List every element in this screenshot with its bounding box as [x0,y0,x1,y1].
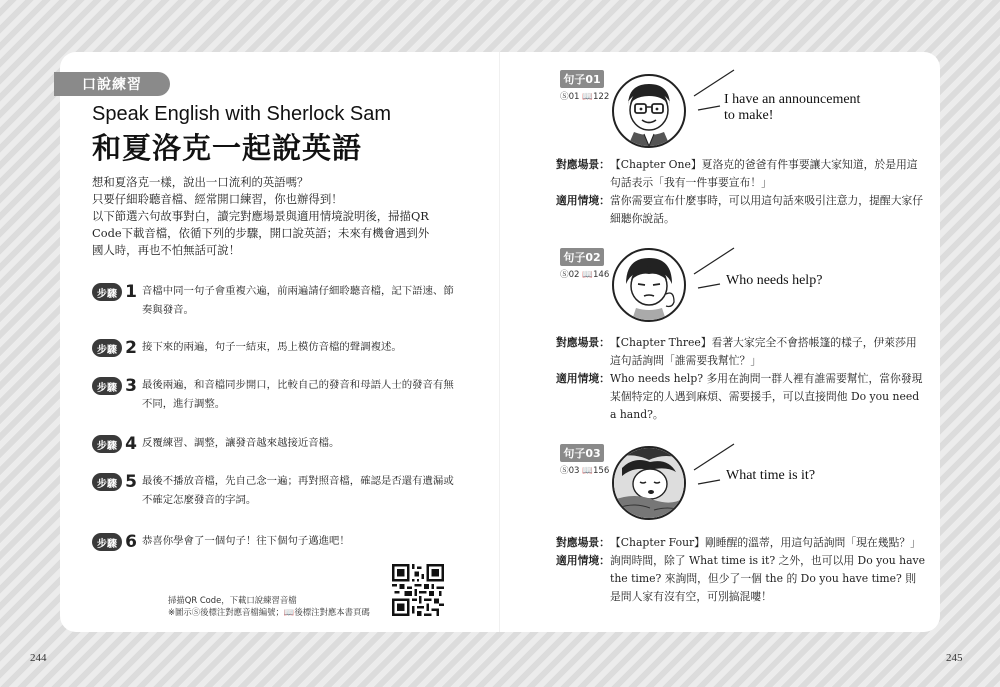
scene-text: 【Chapter Three】看著大家完全不會搭帳篷的樣子，伊萊莎用這句話詢問「誰需要我幫忙？」 [609,336,917,367]
step-3 [92,376,462,414]
scene-row [556,334,926,370]
usage-label: 適用情境： [556,194,610,207]
audio-reference: Ⓢ01 📖122 [560,92,610,102]
audio-reference: Ⓢ03 📖156 [560,466,610,476]
usage-row [556,370,926,424]
step-text: 反覆練習、調整，讓發音越來越接近音檔。 [142,437,340,449]
step-5 [92,472,462,510]
english-quote [726,468,815,484]
sentence-description [556,534,926,606]
scene-label: 對應場景： [556,536,610,549]
step-badge: 步驟 [92,473,122,491]
scene-label: 對應場景： [556,158,610,171]
sentence-tag: 句子01 [560,70,604,88]
title-english: Speak English with Sherlock Sam [92,103,392,125]
step-text: 音檔中同一句子會重複六遍，前兩遍請仔細聆聽音檔，記下語速、節奏與發音。 [142,285,454,316]
qr-caption-line: 掃描QR Code，下載口說練習音檔 [168,595,297,605]
qr-code[interactable] [392,564,444,616]
sentence-description [556,334,926,424]
usage-label: 適用情境： [556,554,610,567]
usage-text: 當你需要宣布什麼事時，可以用這句話來吸引注意力，提醒大家仔細聽你說話。 [609,194,924,225]
english-quote [724,92,860,124]
sherlock-dad-face-icon [614,76,684,146]
page-number-right: 245 [946,652,963,664]
sentence-tag: 句子02 [560,248,604,266]
wendy-sleeping-icon [614,448,684,518]
step-number: 4 [125,434,137,454]
step-6 [92,532,462,552]
page-number-left: 244 [30,652,47,664]
step-number: 5 [125,472,137,492]
scene-row [556,156,926,192]
scene-label: 對應場景： [556,336,610,349]
step-number: 6 [125,532,137,552]
sentence-description [556,156,926,228]
character-avatar [612,446,686,520]
intro-line: 以下節選六句故事對白，讀完對應場景與適用情境說明後，掃描QR [92,209,429,223]
step-badge: 步驟 [92,533,122,551]
character-avatar [612,74,686,148]
usage-text: 詢問時間，除了 What time is it? 之外，也可以用 Do you have the time? 來詢問，但少了一個 the 的 Do you have time? 則是問人家有沒有空，可別搞混嘍！ [609,554,926,603]
step-text: 接下來的兩遍，句子一結束，馬上模仿音檔的聲調複述。 [142,341,402,353]
quote-line: I have an announcement [724,92,861,107]
usage-row [556,192,926,228]
qr-caption-line: ※圖示Ⓢ後標注對應音檔編號；📖後標注對應本書頁碼 [168,607,370,617]
step-badge: 步驟 [92,435,122,453]
quote-line: Who needs help? [726,273,823,288]
scene-row [556,534,926,552]
intro-line: 想和夏洛克一樣，說出一口流利的英語嗎？ [92,175,309,189]
step-badge: 步驟 [92,339,122,357]
intro-line: 只要仔細聆聽音檔、經常開口練習，你也辦得到！ [92,192,343,206]
usage-label: 適用情境： [556,372,610,385]
title-chinese: 和夏洛克一起說英語 [92,131,363,165]
audio-reference: Ⓢ02 📖146 [560,270,610,280]
step-2 [92,338,462,358]
scene-text: 【Chapter Four】剛睡醒的溫蒂，用這句話詢問「現在幾點？」 [609,536,921,549]
step-4 [92,434,462,454]
usage-row [556,552,926,606]
usage-text: Who needs help? 多用在詢問一群人裡有誰需要幫忙，當你發現某個特定的人遇到麻煩、需要援手，可以直接問他 Do you need a hand?。 [609,372,923,421]
step-number: 2 [125,338,137,358]
step-badge: 步驟 [92,283,122,301]
quote-line: to make! [724,108,774,123]
step-text: 最後不播放音檔，先自己念一遍；再對照音檔，確認是否還有遺漏或不確定怎麼發音的字詞。 [142,475,454,506]
character-avatar [612,248,686,322]
section-tab: 口說練習 [54,72,170,96]
step-text: 最後兩遍，和音檔同步開口，比較自己的發音和母語人士的發音有無不同，進行調整。 [142,379,454,410]
intro-paragraph [92,174,462,259]
sentence-tag: 句子03 [560,444,604,462]
eliza-face-icon [614,250,684,320]
step-1 [92,282,462,320]
intro-line: Code下載音檔，依循下列的步驟，開口說英語；未來有機會遇到外 [92,226,430,240]
step-number: 3 [125,376,137,396]
quote-line: What time is it? [726,468,816,483]
step-text: 恭喜你學會了一個句子！往下個句子邁進吧！ [142,535,350,547]
qr-caption [168,594,370,618]
english-quote [726,273,822,289]
scene-text: 【Chapter One】夏洛克的爸爸有件事要讓大家知道，於是用這句話表示「我有一件事要宣布！」 [609,158,918,189]
step-badge: 步驟 [92,377,122,395]
step-number: 1 [125,282,137,302]
intro-line: 國人時，再也不怕無話可說！ [92,243,241,257]
